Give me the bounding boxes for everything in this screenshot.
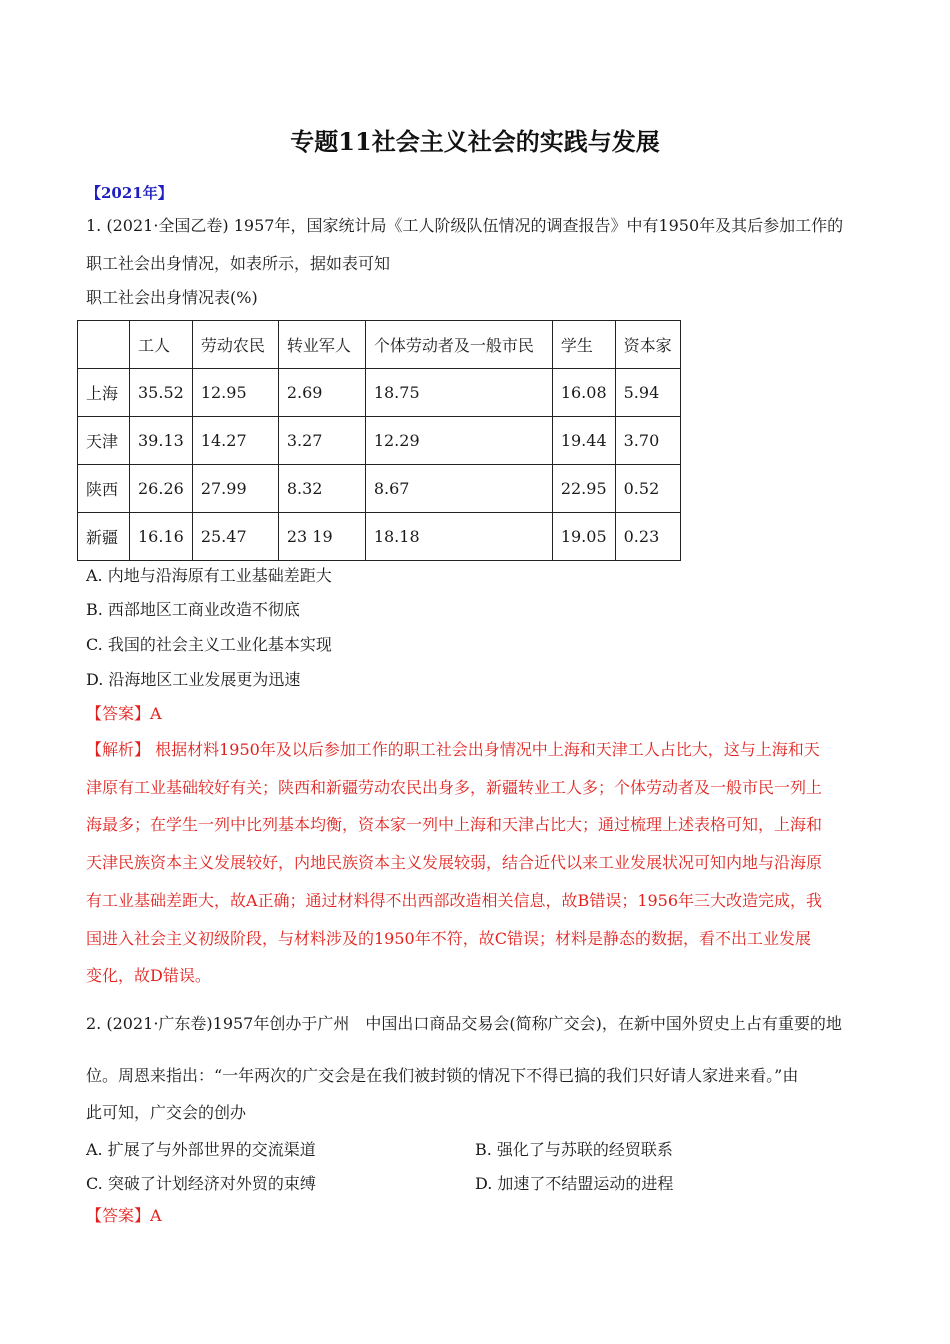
table-cell: 35.52 [130,369,193,417]
table-header-cell: 转业军人 [278,321,365,369]
table-row [78,369,681,417]
page-title: 专题11社会主义社会的实践与发展 [290,127,660,156]
q1-analysis-line: 海最多；在学生一列中比列基本均衡，资本家一列中上海和天津占比大；通过梳理上述表格可知，上海和 [86,815,823,834]
table-cell: 18.75 [365,369,552,417]
q1-option-c: C. 我国的社会主义工业化基本实现 [86,635,332,654]
q1-option-a: A. 内地与沿海原有工业基础差距大 [86,566,332,585]
q2-option-d: D. 加速了不结盟运动的进程 [475,1174,674,1193]
table-header-cell: 劳动农民 [192,321,278,369]
table-cell: 27.99 [192,465,278,513]
q2-stem-line2: 位。周恩来指出：“一年两次的广交会是在我们被封锁的情况下不得已搞的我们只好请人家进来看。”由 [86,1066,799,1085]
q1-option-d: D. 沿海地区工业发展更为迅速 [86,670,301,689]
table-cell: 16.16 [130,513,193,561]
table-cell: 8.32 [278,465,365,513]
table-cell: 陕西 [78,465,130,513]
table-cell: 8.67 [365,465,552,513]
table-cell: 3.27 [278,417,365,465]
q1-answer: 【答案】A [86,704,162,723]
table-cell: 12.29 [365,417,552,465]
table-cell: 上海 [78,369,130,417]
table-cell: 天津 [78,417,130,465]
table-cell: 19.05 [552,513,615,561]
table-cell: 25.47 [192,513,278,561]
table-row [78,417,681,465]
q1-option-b: B. 西部地区工商业改造不彻底 [86,600,300,619]
q1-stem-line2: 职工社会出身情况，如表所示，据如表可知 [86,254,391,273]
q2-stem-line3: 此可知，广交会的创办 [86,1103,247,1122]
table-cell: 39.13 [130,417,193,465]
table-header-cell [78,321,130,369]
table-cell: 18.18 [365,513,552,561]
table-cell: 12.95 [192,369,278,417]
q1-analysis-line: 津原有工业基础较好有关；陕西和新疆劳动农民出身多，新疆转业工人多；个体劳动者及一般市民一列上 [86,778,823,797]
q1-table-caption: 职工社会出身情况表(%) [86,288,258,307]
table-cell: 新疆 [78,513,130,561]
q2-option-b: B. 强化了与苏联的经贸联系 [475,1140,673,1159]
table-cell: 22.95 [552,465,615,513]
table-cell: 0.23 [615,513,680,561]
q2-option-a: A. 扩展了与外部世界的交流渠道 [86,1140,316,1159]
q1-analysis-line: 国进入社会主义初级阶段，与材料涉及的1950年不符，故C错误；材料是静态的数据，看不出工业发展 [86,929,811,948]
table-header-cell: 资本家 [615,321,680,369]
table-header-row [78,321,681,369]
table-header-cell: 个体劳动者及一般市民 [365,321,552,369]
table-cell: 14.27 [192,417,278,465]
table-row [78,465,681,513]
q1-analysis-line: 天津民族资本主义发展较好，内地民族资本主义发展较弱，结合近代以来工业发展状况可知内地与沿海原 [86,853,823,872]
table-header-cell: 学生 [552,321,615,369]
table-cell: 26.26 [130,465,193,513]
q2-stem-line1: 2. (2021·广东卷)1957年创办于广州 中国出口商品交易会(简称广交会)，在新中国外贸史上占有重要的地 [86,1014,842,1033]
table-header-cell: 工人 [130,321,193,369]
table-cell: 5.94 [615,369,680,417]
q2-option-c: C. 突破了计划经济对外贸的束缚 [86,1174,316,1193]
table-cell: 16.08 [552,369,615,417]
q2-answer: 【答案】A [86,1206,162,1225]
q1-analysis-line: 变化，故D错误。 [86,966,211,985]
table-cell: 23 19 [278,513,365,561]
year-tag: 【2021年】 [86,184,173,202]
q1-stem-line1: 1. (2021·全国乙卷) 1957年，国家统计局《工人阶级队伍情况的调查报告》中有1950年及其后参加工作的 [86,216,844,235]
table-cell: 2.69 [278,369,365,417]
data-table [77,320,681,561]
table-cell: 19.44 [552,417,615,465]
table-row [78,513,681,561]
q1-analysis-line: 有工业基础差距大，故A正确；通过材料得不出西部改造相关信息，故B错误；1956年三大改造完成，我 [86,891,823,910]
table-cell: 3.70 [615,417,680,465]
table-cell: 0.52 [615,465,680,513]
q1-analysis-line: 【解析】 根据材料1950年及以后参加工作的职工社会出身情况中上海和天津工人占比大，这与上海和天 [86,740,820,759]
